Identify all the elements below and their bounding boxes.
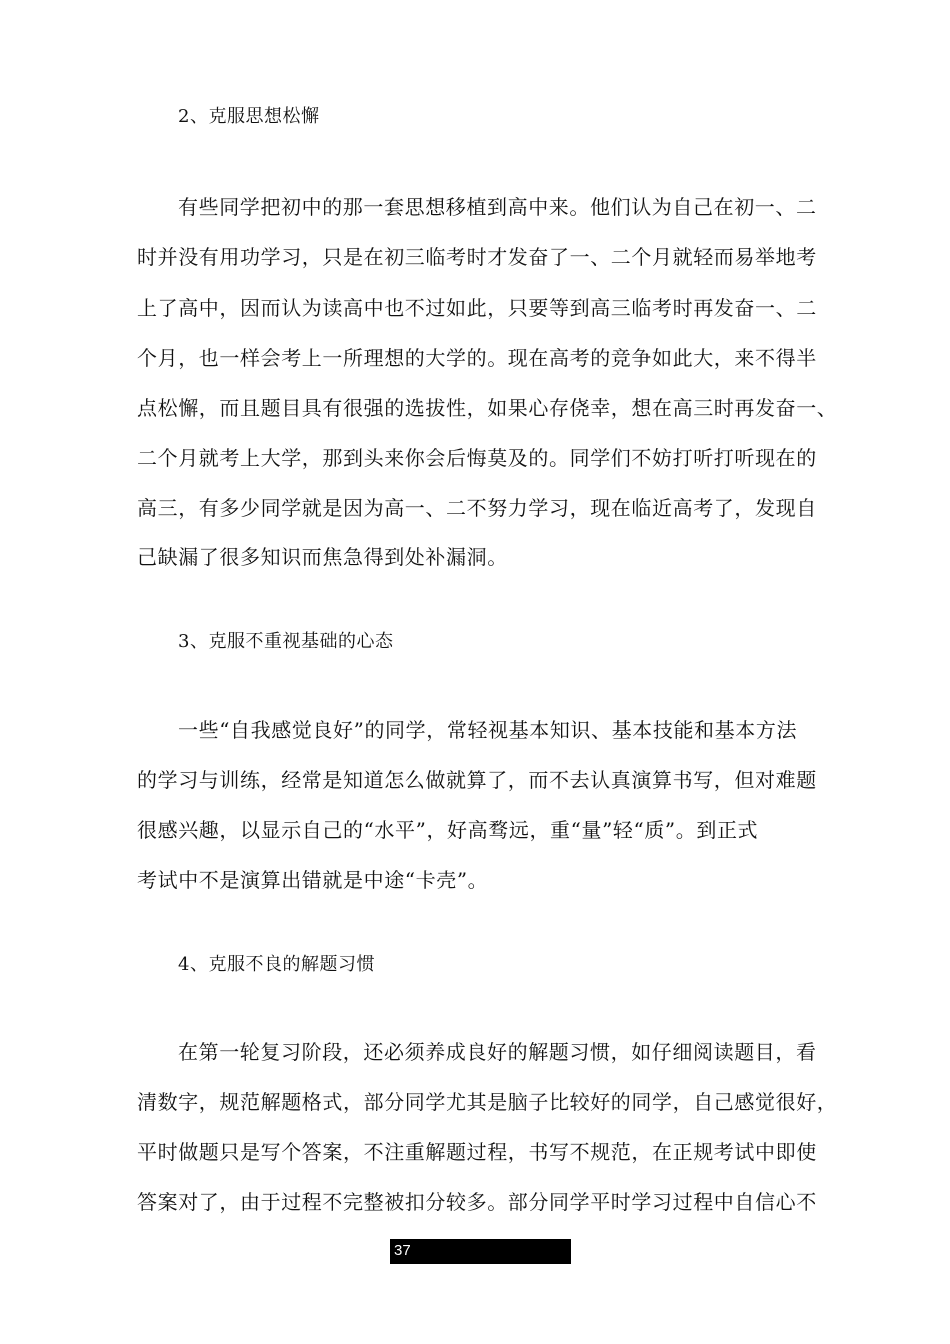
paragraph-line: 高三，有多少同学就是因为高一、二不努力学习，现在临近高考了，发现自 [137,496,817,520]
paragraph-line: 有些同学把初中的那一套思想移植到高中来。他们认为自己在初一、二 [178,195,817,219]
paragraph-line: 在第一轮复习阶段，还必须养成良好的解题习惯，如仔细阅读题目，看 [178,1040,817,1064]
paragraph-line: 考试中不是演算出错就是中途“卡壳”。 [137,868,489,892]
paragraph-line: 个月，也一样会考上一所理想的大学的。现在高考的竞争如此大，来不得半 [137,346,817,370]
section-heading-4: 4、克服不良的解题习惯 [178,954,375,975]
section-heading-3: 3、克服不重视基础的心态 [178,631,394,652]
paragraph-line: 己缺漏了很多知识而焦急得到处补漏洞。 [137,545,508,569]
paragraph-line: 一些“自我感觉良好”的同学，常轻视基本知识、基本技能和基本方法 [178,718,798,742]
paragraph-line: 很感兴趣，以显示自己的“水平”，好高骛远，重“量”轻“质”。到正式 [137,818,759,842]
paragraph-line: 时并没有用功学习，只是在初三临考时才发奋了一、二个月就轻而易举地考 [137,245,817,269]
paragraph-line: 点松懈，而且题目具有很强的选拔性，如果心存侥幸，想在高三时再发奋一、 [137,396,838,420]
section-heading-2: 2、克服思想松懈 [178,106,320,127]
paragraph-line: 答案对了，由于过程不完整被扣分较多。部分同学平时学习过程中自信心不 [137,1190,817,1214]
page-number-bar [390,1239,571,1264]
paragraph-line: 的学习与训练，经常是知道怎么做就算了，而不去认真演算书写，但对难题 [137,768,817,792]
paragraph-line: 上了高中，因而认为读高中也不过如此，只要等到高三临考时再发奋一、二 [137,296,817,320]
paragraph-line: 二个月就考上大学，那到头来你会后悔莫及的。同学们不妨打听打听现在的 [137,446,817,470]
page-number: 37 [394,1242,411,1259]
paragraph-line: 清数字，规范解题格式，部分同学尤其是脑子比较好的同学，自己感觉很好， [137,1090,838,1114]
paragraph-line: 平时做题只是写个答案，不注重解题过程，书写不规范，在正规考试中即使 [137,1140,817,1164]
